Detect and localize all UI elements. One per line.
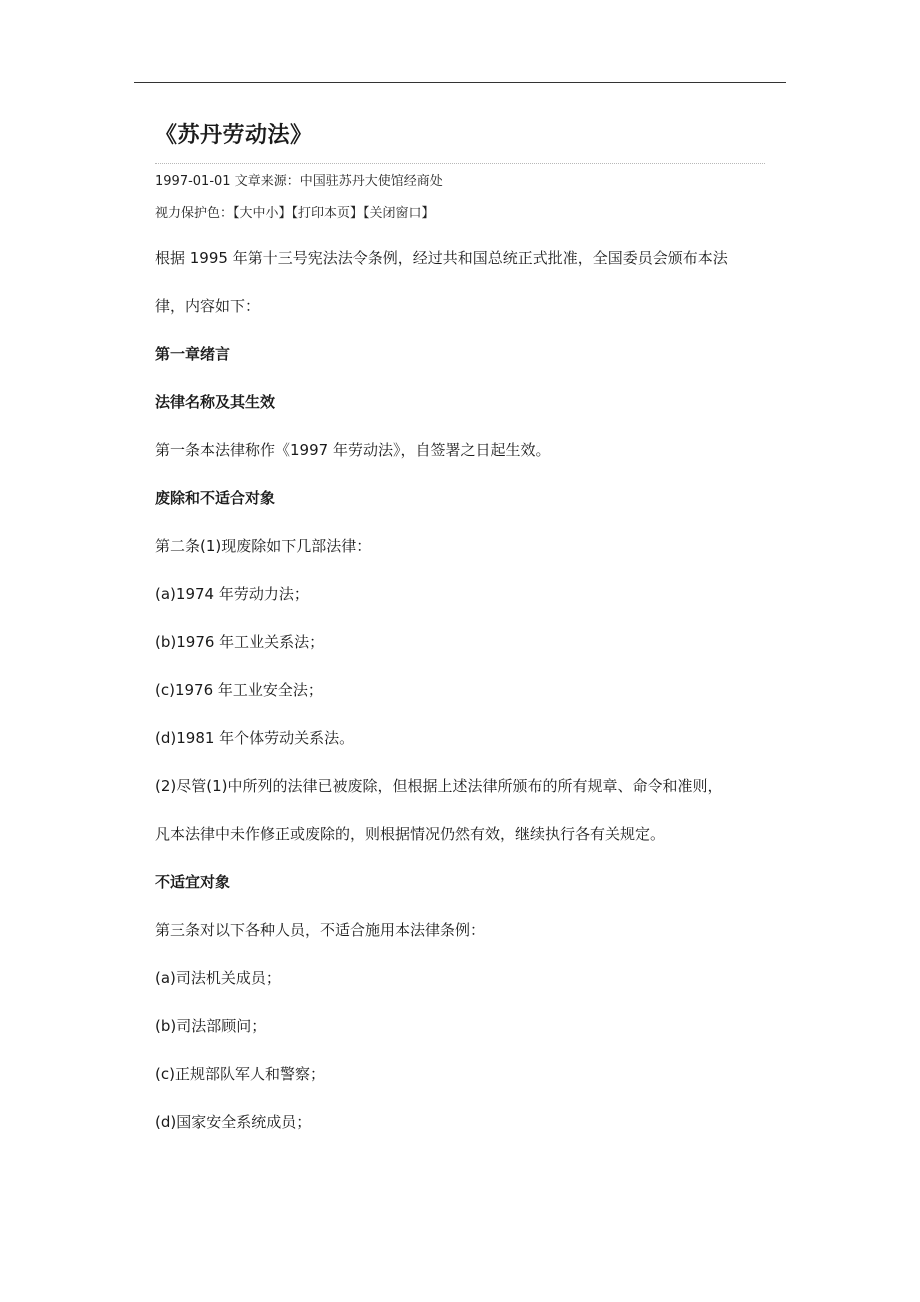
paragraph: 根据 1995 年第十三号宪法法令条例，经过共和国总统正式批准，全国委员会颁布本法: [155, 249, 728, 267]
print-page-link[interactable]: 【打印本页】: [291, 206, 364, 221]
publish-date: 1997-01-01: [155, 174, 231, 189]
page-title: 《苏丹劳动法》: [155, 123, 313, 148]
list-item: (b)司法部顾问；: [155, 1017, 267, 1035]
source-label: 文章来源：: [234, 174, 300, 189]
source-name: 中国驻苏丹大使馆经商处: [299, 174, 443, 189]
list-item: (c)正规部队军人和警察；: [155, 1065, 325, 1083]
font-size-link[interactable]: 【大中小】: [233, 206, 292, 221]
paragraph: 律，内容如下：: [155, 297, 261, 315]
list-item: (b)1976 年工业关系法；: [155, 633, 325, 651]
top-divider: [134, 82, 786, 83]
paragraph: 第三条对以下各种人员，不适合施用本法律条例：: [155, 921, 486, 939]
list-item: (d)国家安全系统成员；: [155, 1113, 312, 1131]
view-protection-label: 视力保护色：: [155, 206, 234, 221]
article-meta: [155, 172, 443, 192]
list-item: (c)1976 年工业安全法；: [155, 681, 323, 699]
paragraph: 第一条本法律称作《1997 年劳动法》，自签署之日起生效。: [155, 441, 551, 459]
section-heading: 不适宜对象: [155, 873, 231, 891]
section-heading: 法律名称及其生效: [155, 393, 276, 411]
list-item: (a)司法机关成员；: [155, 969, 281, 987]
list-item: (a)1974 年劳动力法；: [155, 585, 309, 603]
close-window-link[interactable]: 【关闭窗口】: [363, 206, 435, 221]
list-item: (d)1981 年个体劳动关系法。: [155, 729, 355, 747]
article-body: [155, 234, 775, 1146]
title-divider: [155, 163, 765, 164]
article-tools: [155, 204, 435, 224]
chapter-heading: 第一章绪言: [155, 345, 231, 363]
paragraph: 第二条(1)现废除如下几部法律：: [155, 537, 372, 555]
paragraph: (2)尽管(1)中所列的法律已被废除，但根据上述法律所颁布的所有规章、命令和准则，: [155, 777, 723, 795]
section-heading: 废除和不适合对象: [155, 489, 276, 507]
paragraph: 凡本法律中未作修正或废除的，则根据情况仍然有效，继续执行各有关规定。: [155, 825, 666, 843]
